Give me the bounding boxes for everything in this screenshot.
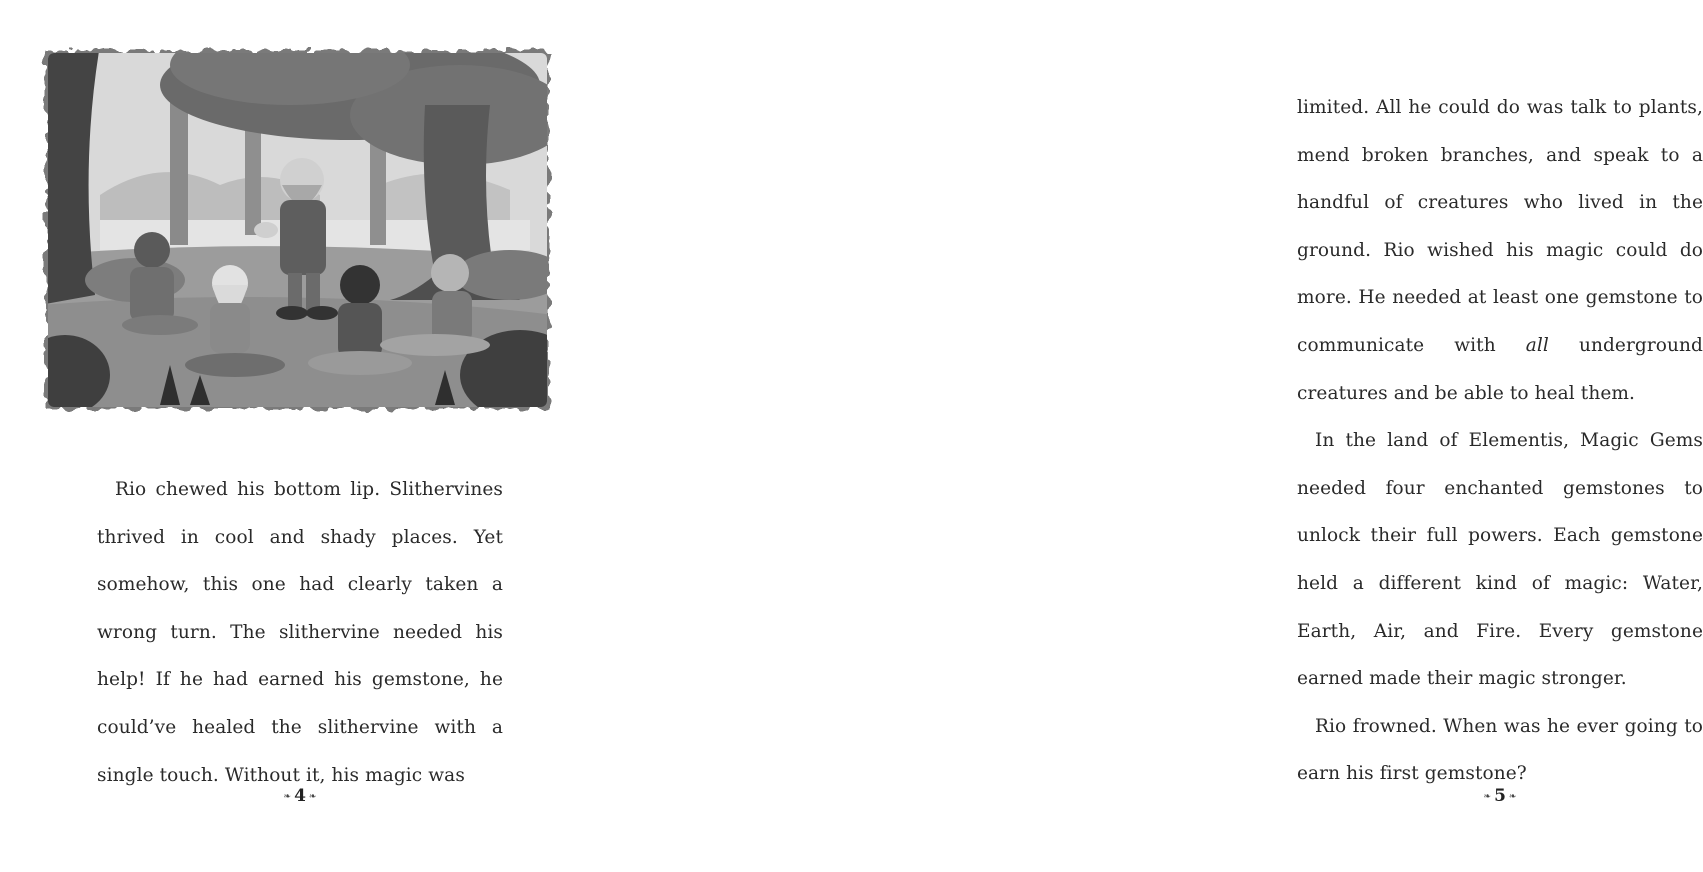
folio-ornament-icon: ❧ xyxy=(1508,791,1517,802)
folio-ornament-icon: ❧ xyxy=(283,791,292,802)
page-number: 4 xyxy=(294,786,306,806)
right-page xyxy=(600,0,1703,872)
page-number-right xyxy=(1470,786,1530,806)
paragraph: In the land of Elementis, Magic Gems needed four enchanted gemstones to unlock their full powers. Each gemstone held a different kind of magic: Water, Earth, Air, and Fire. Every gemstone earned made their magic stronger. xyxy=(1297,430,1703,690)
paragraph-text: limited. All he could do was talk to plants, mend broken branches, and speak to a handful of creatures who lived in the ground. Rio wished his magic could do more. He needed at least one gemstone to communicate with xyxy=(1297,97,1703,356)
left-page xyxy=(0,0,600,872)
paragraph: Rio chewed his bottom lip. Slithervines thrived in cool and shady places. Yet somehow, this one had clearly taken a wrong turn. The slithervine needed his help! If he had earned his gemstone, he could’ve healed the slithervine with a single touch. Without it, his magic was xyxy=(97,479,503,786)
forest-illustration xyxy=(40,45,555,415)
folio-ornament-icon: ❧ xyxy=(1483,791,1492,802)
right-page-text xyxy=(1297,84,1703,798)
folio-ornament-icon: ❧ xyxy=(308,791,317,802)
left-page-text xyxy=(97,466,503,799)
page-number: 5 xyxy=(1494,786,1506,806)
paragraph: Rio frowned. When was he ever going to earn his first gemstone? xyxy=(1297,715,1703,785)
emphasis-text: all xyxy=(1525,334,1549,356)
page-number-left xyxy=(270,786,330,806)
paragraph-text: underground creatures and be able to heal them. xyxy=(1297,334,1703,404)
paragraph xyxy=(1297,84,1703,417)
